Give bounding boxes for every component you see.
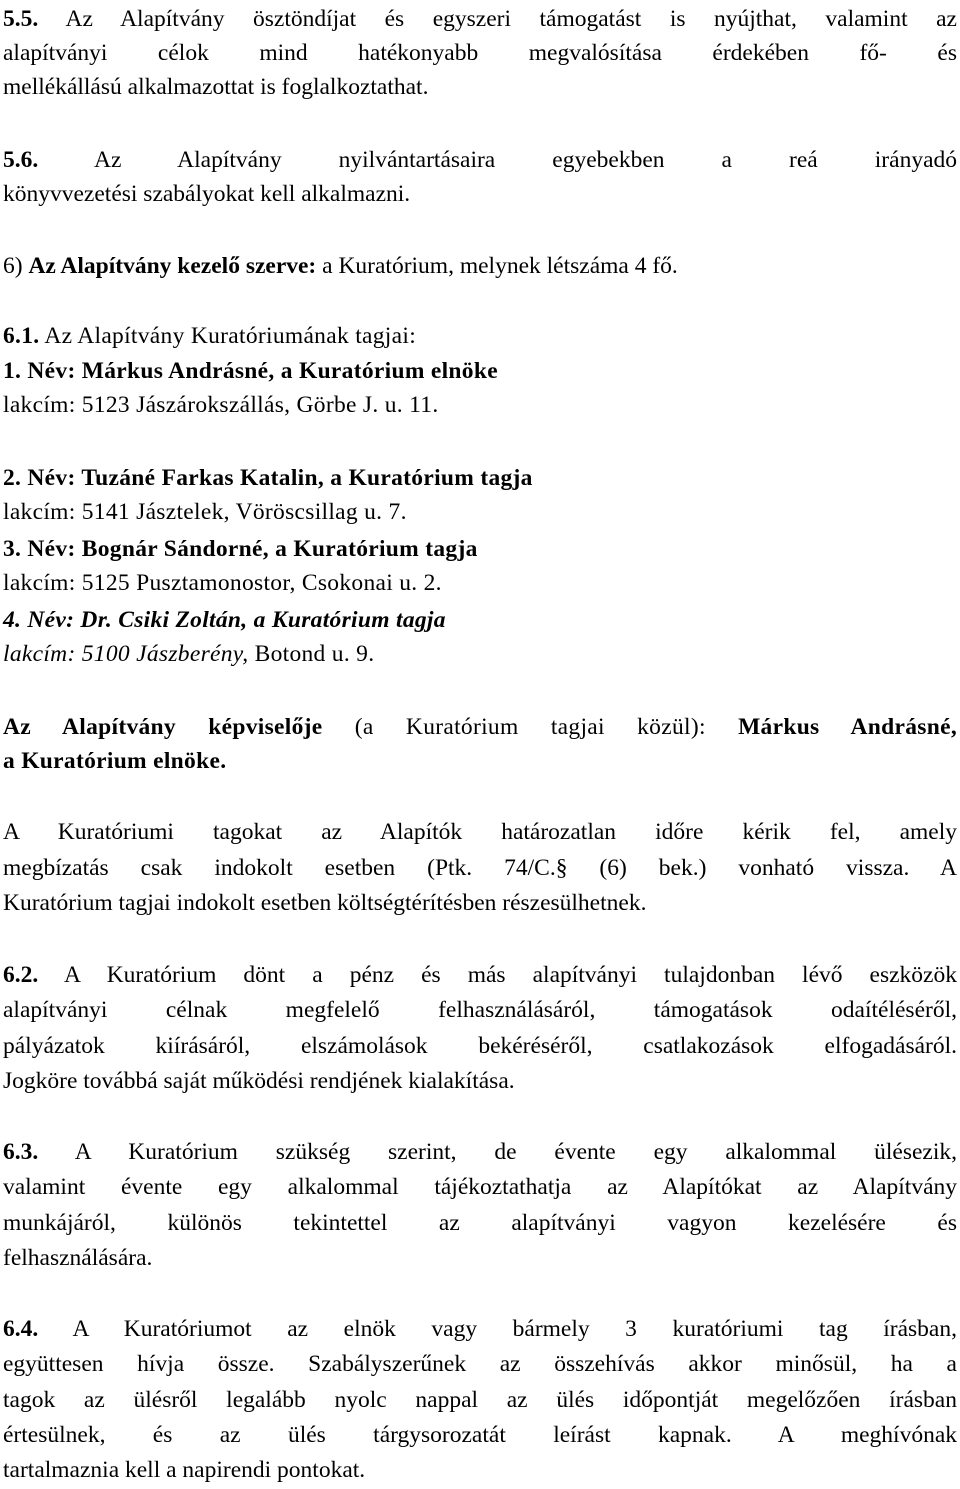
- member-2-address: lakcím: 5141 Jásztelek, Vöröscsillag u. 7.: [3, 499, 407, 525]
- paragraph-6-4-line-3: tagok az ülésről legalább nyolc nappal az ülés időpontját megelőzően írásban: [3, 1387, 957, 1413]
- representative-line-1: [3, 710, 957, 744]
- section-number: 6.4.: [3, 1316, 39, 1342]
- paragraph-6-3-line-2: valamint évente egy alkalommal tájékoztathatja az Alapítókat az Alapítvány: [3, 1174, 957, 1200]
- text: A Kuratórium szükség szerint, de évente egy alkalommal ülésezik,: [74, 1139, 957, 1165]
- member-1-name: 1. Név: Márkus Andrásné, a Kuratórium elnöke: [3, 358, 498, 384]
- bold-label: Az Alapítvány kezelő szerve:: [28, 253, 317, 279]
- member-4-name: [3, 603, 446, 637]
- member-4-address: [3, 637, 374, 671]
- appointment-line-3: Kuratórium tagjai indokolt esetben költségtérítésben részesülhetnek.: [3, 890, 647, 916]
- paragraph-6-4-line-1: [3, 1312, 957, 1346]
- text: A Kuratórium dönt a pénz és más alapítványi tulajdonban lévő eszközök: [64, 962, 957, 988]
- paragraph-5-5-line-3: mellékállású alkalmazottat is foglalkoztathat.: [3, 74, 429, 100]
- text: Az Alapítvány ösztöndíjat és egyszeri támogatást is nyújthat, valamint az: [65, 6, 957, 32]
- paragraph-5-5-line-2: alapítványi célok mind hatékonyabb megvalósítása érdekében fő- és: [3, 40, 957, 66]
- text: a Kuratórium, melynek létszáma 4 fő.: [322, 253, 678, 279]
- section-number: 6.2.: [3, 962, 39, 988]
- paragraph-6-4-line-4: értesülnek, és az ülés tárgysorozatát leírást kapnak. A meghívónak: [3, 1422, 957, 1448]
- paragraph-6-4-line-5: tartalmaznia kell a napirendi pontokat.: [3, 1457, 366, 1483]
- appointment-line-2: megbízatás csak indokolt esetben (Ptk. 74/C.§ (6) bek.) vonható vissza. A: [3, 855, 957, 881]
- text: (a Kuratórium tagjai közül):: [354, 714, 706, 740]
- bold-label: Az Alapítvány képviselője: [3, 714, 323, 740]
- paragraph-6-2-line-1: [3, 958, 957, 992]
- member-4-name-prefix: 4. Név: Dr.: [3, 607, 113, 633]
- paragraph-6-2-line-2: alapítványi célnak megfelelő felhasználásáról, támogatások odaítéléséről,: [3, 997, 957, 1023]
- member-4-address-prefix: lakcím: 5100 Jászberény,: [3, 641, 249, 667]
- section-number: 5.6.: [3, 147, 39, 173]
- representative-line-2: a Kuratórium elnöke.: [3, 748, 227, 774]
- member-3-name: 3. Név: Bognár Sándorné, a Kuratórium tagja: [3, 536, 478, 562]
- section-number: 6.3.: [3, 1139, 39, 1165]
- section-number: 6.1.: [3, 323, 40, 349]
- text: A Kuratóriumot az elnök vagy bármely 3 kuratóriumi tag írásban,: [72, 1316, 957, 1342]
- paragraph-6-2-line-4: Jogköre továbbá saját működési rendjének kialakítása.: [3, 1068, 515, 1094]
- member-4-address-rest: Botond u. 9.: [254, 641, 375, 667]
- member-4-name-main: Csiki Zoltán, a Kuratórium tagja: [118, 607, 446, 633]
- paragraph-5-5-line-1: [3, 2, 957, 36]
- paragraph-6-3-line-1: [3, 1135, 957, 1169]
- paragraph-6-2-line-3: pályázatok kiírásáról, elszámolások bekéréséről, csatlakozások elfogadásáról.: [3, 1033, 957, 1059]
- section-6-1-heading: [3, 319, 416, 353]
- bold-name: Márkus Andrásné,: [738, 714, 957, 740]
- paragraph-6-3-line-3: munkájáról, különös tekintettel az alapítványi vagyon kezelésére és: [3, 1210, 957, 1236]
- text: Az Alapítvány Kuratóriumának tagjai:: [44, 323, 417, 349]
- paragraph-5-6-line-1: [3, 143, 957, 177]
- section-number: 6): [3, 253, 23, 279]
- member-3-address: lakcím: 5125 Pusztamonostor, Csokonai u. 2.: [3, 570, 442, 596]
- section-6-heading: [3, 249, 678, 283]
- member-1-address: lakcím: 5123 Jászárokszállás, Görbe J. u. 11.: [3, 392, 439, 418]
- paragraph-6-4-line-2: együttesen hívja össze. Szabályszerűnek az összehívás akkor minősül, ha a: [3, 1351, 957, 1377]
- text: Az Alapítvány nyilvántartásaira egyebekben a reá irányadó: [94, 147, 957, 173]
- appointment-line-1: A Kuratóriumi tagokat az Alapítók határozatlan időre kérik fel, amely: [3, 819, 957, 845]
- paragraph-6-3-line-4: felhasználására.: [3, 1245, 153, 1271]
- section-number: 5.5.: [3, 6, 39, 32]
- member-2-name: 2. Név: Tuzáné Farkas Katalin, a Kuratórium tagja: [3, 465, 533, 491]
- paragraph-5-6-line-2: könyvvezetési szabályokat kell alkalmazni.: [3, 181, 411, 207]
